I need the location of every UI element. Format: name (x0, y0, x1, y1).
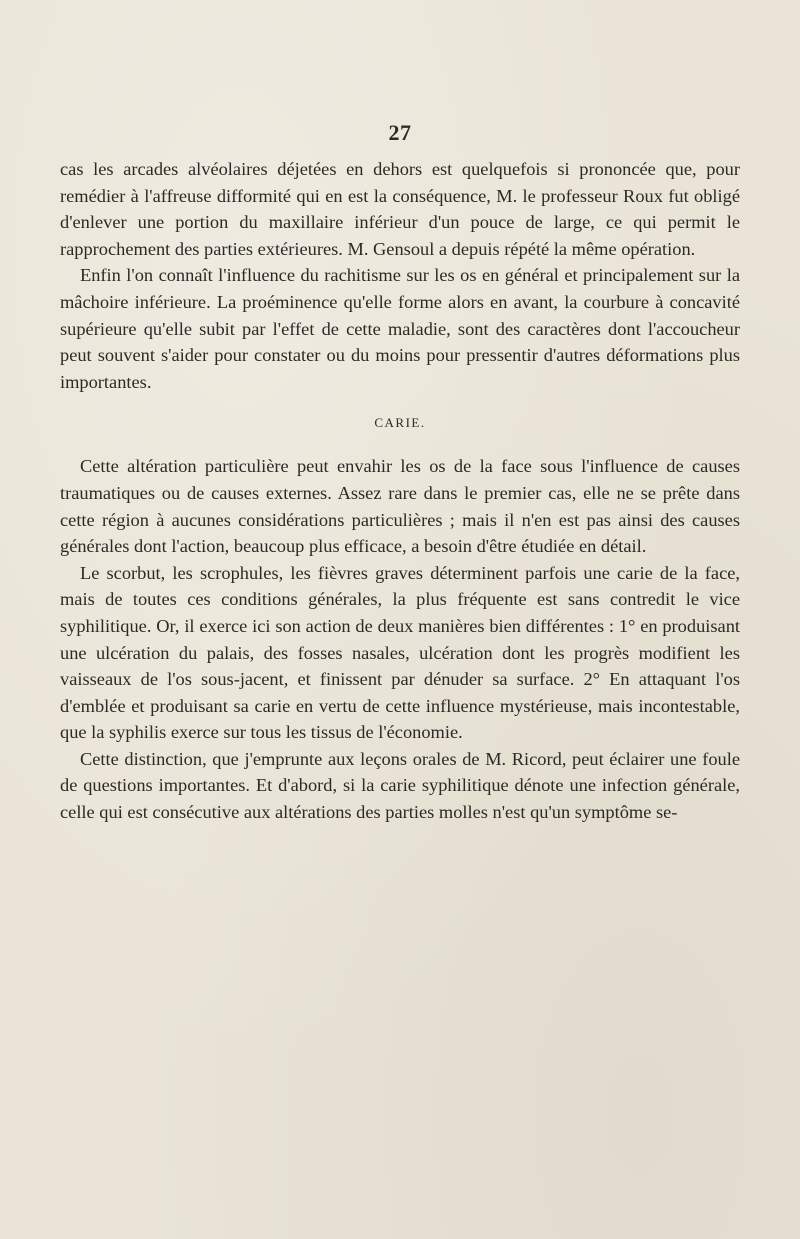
book-page (60, 120, 740, 826)
paragraph-distinction: Cette distinction, que j'emprunte aux leçons orales de M. Ricord, peut éclairer une foule de questions importantes. Et d'abord, si la carie syphilitique dénote une infection générale, celle qui est consécutive aux altérations des parties molles n'est qu'un symptôme se- (60, 748, 740, 823)
paragraph-continuation: cas les arcades alvéolaires déjetées en dehors est quelquefois si prononcée que, pour remédier à l'affreuse difformité qui en est la conséquence, M. le professeur Roux fut obligé d'enlever une portion du maxillaire inférieur d'un pouce de large, ce qui permit le rapprochement des parties extérieures. M. Gensoul a depuis répété la même opération. (60, 159, 740, 259)
paragraph-rachitisme: Enfin l'on connaît l'influence du rachitisme sur les os en général et principalement sur la mâchoire inférieure. La proéminence qu'elle forme alors en avant, la courbure à concavité supérieure qu'elle subit par l'effet de cette maladie, sont des caractères dont l'accoucheur peut souvent s'aider pour constater ou du moins pour pressentir d'autres déformations plus importantes. (60, 265, 740, 392)
page-number: 27 (388, 120, 412, 145)
paragraph-alteration: Cette altération particulière peut envahir les os de la face sous l'influence de causes traumatiques ou de causes externes. Assez rare dans le premier cas, elle ne se prête dans cette région à aucunes considérations particulières ; mais il n'en est pas ainsi des causes générales dont l'action, beaucoup plus efficace, a besoin d'être étudiée en détail. (60, 456, 740, 557)
paragraph-scorbut: Le scorbut, les scrophules, les fièvres graves déterminent parfois une carie de la face, mais de toutes ces conditions générales, la plus fréquente est sans contredit le vice syphilitique. Or, il exerce ici son action de deux manières bien différentes : 1° en produisant une ulcération du palais, des fosses nasales, ulcération dont les progrès modifient les vaisseaux de l'os sous-jacent, et finissent par dénuder sa surface. 2° En attaquant l'os d'emblée et produisant sa carie en vertu de cette influence mystérieuse, mais incontestable, que la syphilis exerce sur tous les tissus de l'économie. (60, 562, 740, 743)
section-title: CARIE. (374, 415, 426, 431)
